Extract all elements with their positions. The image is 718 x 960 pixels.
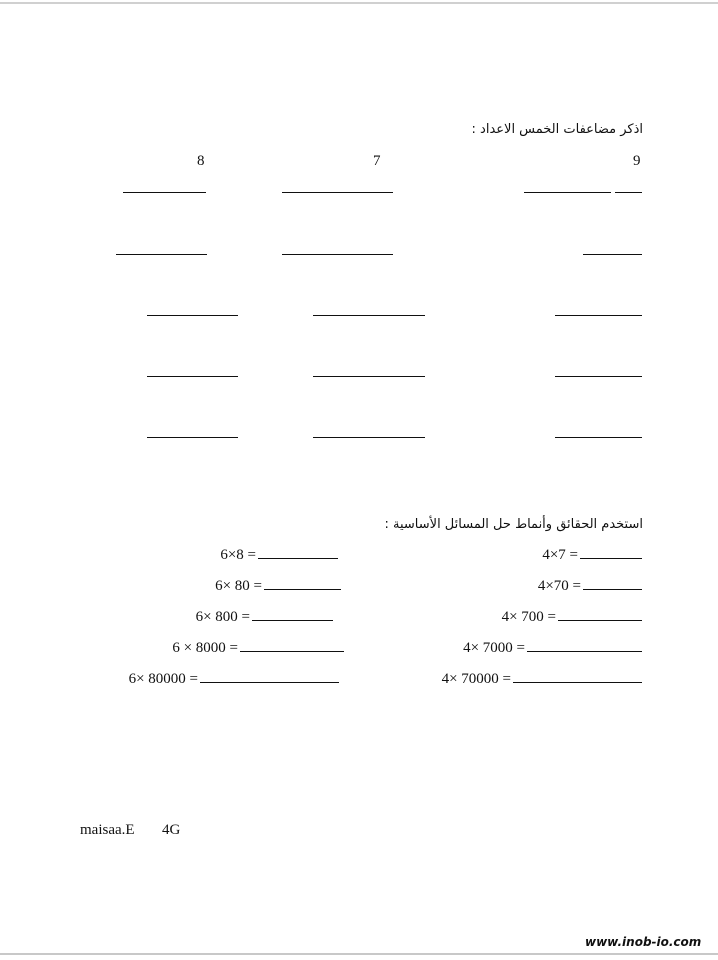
answer-line xyxy=(282,254,393,255)
equation-label: 6×8 = xyxy=(220,547,256,563)
number-9: 9 xyxy=(633,153,641,169)
answer-line xyxy=(264,589,341,590)
answer-line xyxy=(555,376,642,377)
answer-line xyxy=(147,315,238,316)
answer-line xyxy=(200,682,339,683)
answer-line xyxy=(240,651,344,652)
answer-line xyxy=(555,315,642,316)
top-border xyxy=(0,2,718,4)
equation-label: 6× 800 = xyxy=(195,609,250,625)
answer-line xyxy=(513,682,642,683)
answer-line xyxy=(147,437,238,438)
answer-line xyxy=(555,437,642,438)
answer-line xyxy=(258,558,338,559)
equation-label: 4× 70000 = xyxy=(441,671,511,687)
equation-label: 4× 7000 = xyxy=(463,640,525,656)
section2-title: استخدم الحقائق وأنماط حل المسائل الأساسية : xyxy=(384,517,643,532)
equation-label: 4× 700 = xyxy=(501,609,556,625)
answer-line xyxy=(615,192,642,193)
number-8: 8 xyxy=(197,153,205,169)
equation-label: 6× 80 = xyxy=(215,578,262,594)
answer-line xyxy=(580,558,642,559)
answer-line xyxy=(583,589,642,590)
section1-title: اذكر مضاعفات الخمس الاعداد : xyxy=(471,122,643,137)
answer-line xyxy=(583,254,642,255)
answer-line xyxy=(313,376,425,377)
equation-label: 4×7 = xyxy=(542,547,578,563)
watermark: www.inob-io.com xyxy=(585,935,702,949)
answer-line xyxy=(558,620,642,621)
author-name: maisaa.E xyxy=(80,822,135,838)
bottom-border xyxy=(0,953,718,955)
equation-label: 4×70 = xyxy=(537,578,581,594)
answer-line xyxy=(282,192,393,193)
answer-line xyxy=(123,192,206,193)
answer-line xyxy=(147,376,238,377)
grade-label: 4G xyxy=(162,822,181,838)
answer-line xyxy=(313,437,425,438)
answer-line xyxy=(313,315,425,316)
equation-label: 6× 80000 = xyxy=(128,671,198,687)
answer-line xyxy=(527,651,642,652)
equation-label: 6 × 8000 = xyxy=(172,640,238,656)
answer-line xyxy=(524,192,611,193)
number-7: 7 xyxy=(373,153,381,169)
answer-line xyxy=(252,620,333,621)
answer-line xyxy=(116,254,207,255)
